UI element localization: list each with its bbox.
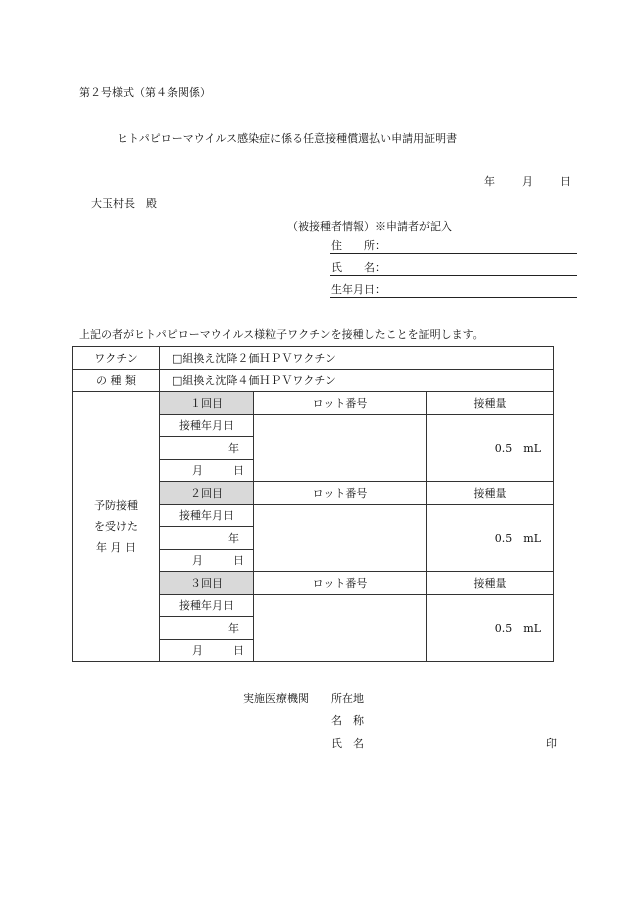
lot-number-header: ロット番号 [254,572,427,595]
vaccine-type-row-2 [73,369,554,392]
month-day-cell[interactable] [160,549,254,572]
institution-name-label: 名 称 [331,714,364,727]
month-text: 月 [192,464,203,478]
vaccination-label-line: を受けた [94,520,138,533]
addressee: 大玉村長 殿 [91,197,157,210]
dose-header: 接種量 [427,392,554,415]
certification-statement: 上記の者がヒトパピローマウイルス様粒子ワクチンを接種したことを証明します。 [79,328,484,341]
lot-number-header: ロット番号 [254,482,427,505]
institution-person-label: 氏 名 [331,737,364,750]
day-text: 日 [233,464,244,478]
dose-header: 接種量 [427,572,554,595]
month-day-cell[interactable] [160,639,254,662]
vaccine-option-2valent[interactable]: □組換え沈降２価ＨＰＶワクチン [160,347,554,370]
dose-value: 0.5 mL [427,414,554,482]
year-cell[interactable]: 年 [160,617,254,640]
address-field[interactable] [330,237,577,254]
lot-number-cell[interactable] [254,414,427,482]
lot-number-header: ロット番号 [254,392,427,415]
birthdate-label: 生年月日： [331,283,386,296]
vaccine-option-4valent[interactable]: □組換え沈降４価ＨＰＶワクチン [160,369,554,392]
month-text: 月 [192,554,203,568]
date-label: 接種年月日 [160,414,254,437]
recipient-info-heading: （被接種者情報）※申請者が記入 [287,220,452,233]
day-text: 日 [233,554,244,568]
address-label: 住 所： [331,239,386,252]
day-text: 日 [233,644,244,658]
vaccine-label-line1: ワクチン [73,347,160,370]
vaccine-label-line2: の 種 類 [73,369,160,392]
institution-label: 実施医療機関 [243,692,309,705]
date-label: 接種年月日 [160,594,254,617]
name-label: 氏 名： [331,261,386,274]
document-title: ヒトパピローマウイルス感染症に係る任意接種償還払い申請用証明書 [117,132,458,145]
date-year: 年 [484,175,495,188]
dose-header: 接種量 [427,482,554,505]
seal-mark: 印 [546,737,557,750]
round-label: ３回目 [160,572,254,595]
month-text: 月 [192,644,203,658]
dose-value: 0.5 mL [427,504,554,572]
year-cell[interactable]: 年 [160,437,254,460]
vaccination-label-line: 予防接種 [94,499,138,512]
vaccine-type-row-1 [73,347,554,370]
date-month: 月 [522,175,533,188]
lot-number-cell[interactable] [254,504,427,572]
vaccination-date-label [73,392,160,662]
date-day: 日 [560,175,571,188]
round-label: １回目 [160,392,254,415]
form-number: 第２号様式（第４条関係） [79,86,211,99]
institution-location-label: 所在地 [331,692,364,705]
round-1-header-row [73,392,554,415]
month-day-cell[interactable] [160,459,254,482]
lot-number-cell[interactable] [254,594,427,662]
year-cell[interactable]: 年 [160,527,254,550]
round-label: ２回目 [160,482,254,505]
birthdate-field[interactable] [330,281,577,298]
certificate-table [72,346,554,662]
date-label: 接種年月日 [160,504,254,527]
name-field[interactable] [330,259,577,276]
dose-value: 0.5 mL [427,594,554,662]
vaccination-label-line: 年 月 日 [96,541,136,554]
